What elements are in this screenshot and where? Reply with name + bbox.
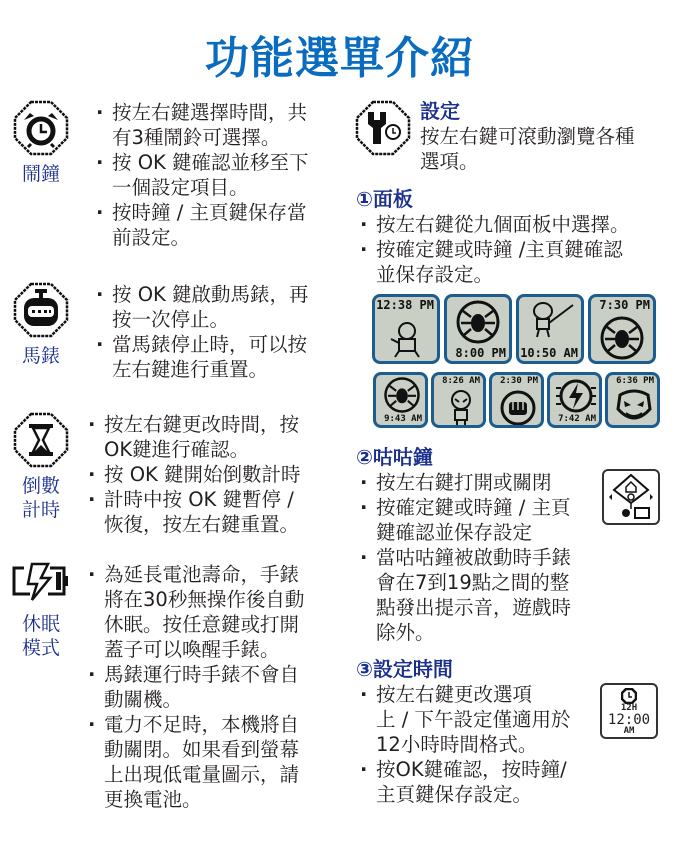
cuckoo-bullet-1: · 按左右鍵打開或關閉 bbox=[360, 470, 600, 495]
countdown-bullet-3: · 計時中按 OK 鍵暫停 / 恢復，按左右鍵重置。 bbox=[88, 487, 336, 537]
alarm-section-icon bbox=[10, 100, 72, 186]
stopwatch-bullet-2: · 當馬錶停止時，可以按 左右鍵進行重置。 bbox=[96, 332, 336, 382]
watch-face-row-2 bbox=[373, 372, 660, 428]
cuckoo-clock-screen bbox=[602, 469, 660, 525]
watch-face-2[interactable]: 8:00 PM bbox=[444, 294, 512, 364]
cuckoo-bullet-3: · 當咕咕鐘被啟動時手錶 會在7到19點之間的整 點發出提示音，遊戲時 除外。 bbox=[360, 545, 600, 645]
watch-face-4[interactable]: 7:30 PM bbox=[588, 294, 656, 364]
countdown-bullet-1: · 按左右鍵更改時間，按 OK鍵進行確認。 bbox=[88, 412, 336, 462]
set-time-heading: ③設定時間 bbox=[356, 657, 453, 681]
set-time-instructions bbox=[360, 682, 600, 807]
stopwatch-section-icon bbox=[10, 282, 72, 368]
stopwatch-bullet-1: · 按 OK 鍵啟動馬錶，再 按一次停止。 bbox=[96, 282, 336, 332]
settings-description: 按左右鍵可滾動瀏覽各種 選項。 bbox=[420, 125, 635, 173]
time-value-text: 12:00 bbox=[607, 712, 651, 728]
spider-emblem-icon bbox=[383, 376, 421, 414]
clock-12h-icon bbox=[621, 688, 637, 704]
hero-swinging-icon bbox=[527, 299, 577, 343]
watch-face-9[interactable]: 6:36 PM bbox=[605, 372, 660, 428]
ampm-text: AM bbox=[623, 726, 635, 736]
sleep-section-icon bbox=[10, 562, 72, 660]
cuckoo-instructions bbox=[360, 470, 600, 645]
alarm-bullet-2: · 按 OK 鍵確認並移至下 一個設定項目。 bbox=[96, 150, 336, 200]
watch-face-row-1 bbox=[372, 294, 656, 364]
settings-section-icon bbox=[352, 100, 414, 156]
stopwatch-icon bbox=[13, 282, 69, 338]
sleep-instructions bbox=[88, 562, 336, 812]
set-time-screen bbox=[600, 683, 658, 739]
alarm-clock-icon bbox=[13, 100, 69, 156]
alarm-bullet-3: · 按時鐘 / 主頁鍵保存當 前設定。 bbox=[96, 200, 336, 250]
stopwatch-instructions bbox=[96, 282, 336, 382]
ghost-spider-icon bbox=[446, 389, 476, 427]
wrench-clock-icon bbox=[355, 100, 411, 156]
watch-face-8[interactable]: 7:42 AM bbox=[547, 372, 602, 428]
sleep-bullet-1: · 為延長電池壽命，手錶 將在30秒無操作後自動 休眠。按任意鍵或打開 蓋子可以喚醒手錶。 bbox=[88, 562, 336, 662]
low-battery-icon bbox=[10, 562, 72, 602]
sleep-bullet-2: · 馬錶運行時手錶不會自 動關機。 bbox=[88, 662, 336, 712]
venom-face-icon bbox=[614, 389, 654, 425]
cuckoo-clock-icon bbox=[604, 471, 658, 523]
faces-heading: ①面板 bbox=[356, 187, 413, 211]
faces-bullet-1: · 按左右鍵從九個面板中選擇。 bbox=[360, 212, 670, 237]
alarm-instructions bbox=[96, 100, 336, 250]
set-time-bullet-1: · 按左右鍵更改選項 上 / 下午設定僅適用於 12小時時間格式。 bbox=[360, 682, 600, 757]
countdown-bullet-2: · 按 OK 鍵開始倒數計時 bbox=[88, 462, 336, 487]
watch-face-7[interactable]: 2:30 PM bbox=[489, 372, 544, 428]
faces-bullet-2: · 按確定鍵或時鐘 /主頁鍵確認 並保存設定。 bbox=[360, 237, 670, 287]
page-title: 功能選單介紹 bbox=[205, 33, 475, 84]
cuckoo-heading: ②咕咕鐘 bbox=[356, 445, 433, 469]
watch-face-6[interactable]: 8:26 AM bbox=[431, 372, 486, 428]
stopwatch-label: 馬錶 bbox=[21, 345, 60, 367]
set-time-bullet-2: · 按OK鍵確認，按時鐘/ 主頁鍵保存設定。 bbox=[360, 757, 600, 807]
countdown-section-icon bbox=[10, 412, 72, 522]
sleep-label: 休眠 模式 bbox=[21, 613, 60, 659]
faces-instructions bbox=[360, 212, 670, 287]
lightning-emblem-icon bbox=[556, 376, 596, 416]
sleep-bullet-3: · 電力不足時，本機將自 動關閉。如果看到螢幕 上出現低電量圖示，請 更換電池。 bbox=[88, 712, 336, 812]
settings-heading: 設定 bbox=[420, 99, 460, 123]
time-format-text: 12H bbox=[620, 703, 638, 713]
watch-face-3[interactable]: 10:50 AM bbox=[516, 294, 584, 364]
spider-hero-icon bbox=[387, 319, 427, 359]
countdown-instructions bbox=[88, 412, 336, 537]
fist-emblem-icon bbox=[500, 390, 536, 426]
watch-face-1[interactable]: 12:38 PM bbox=[372, 294, 440, 364]
watch-face-5[interactable]: 9:43 AM bbox=[373, 372, 428, 428]
hourglass-icon bbox=[13, 412, 69, 468]
alarm-label: 鬧鐘 bbox=[21, 163, 60, 185]
cuckoo-bullet-2: · 按確定鍵或時鐘 / 主頁 鍵確認並保存設定 bbox=[360, 495, 600, 545]
alarm-bullet-1: · 按左右鍵選擇時間，共 有3種鬧鈴可選擇。 bbox=[96, 100, 336, 150]
countdown-label: 倒數 計時 bbox=[21, 475, 60, 521]
spider-emblem-icon bbox=[599, 315, 645, 361]
spider-emblem-icon bbox=[455, 299, 501, 345]
